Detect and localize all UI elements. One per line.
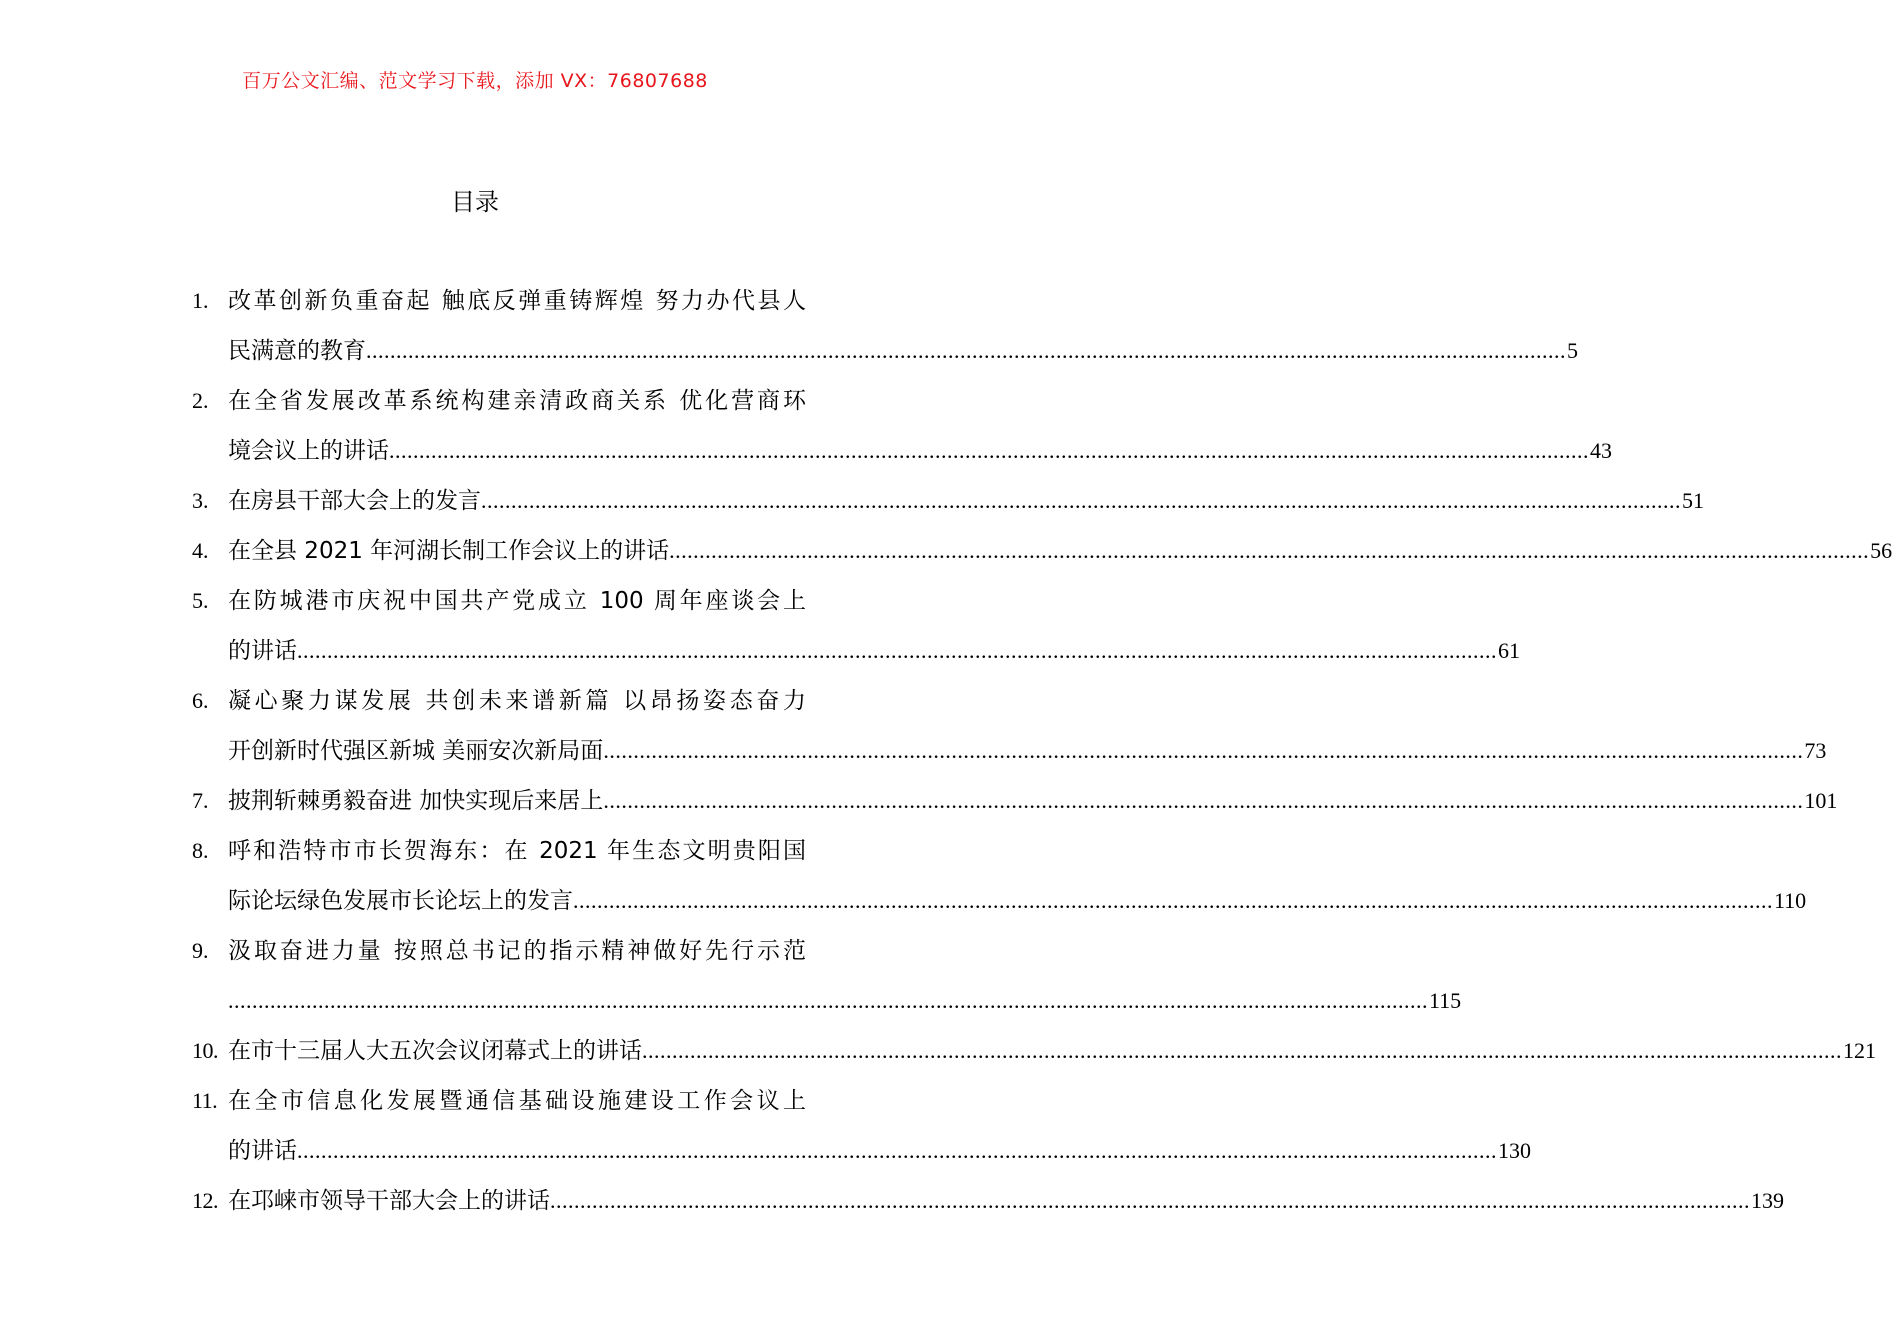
toc-entry-line [192,376,806,426]
toc-entry-number: 5. [192,588,209,613]
toc-entry-line [192,876,1807,926]
toc-entry[interactable] [192,926,1462,1026]
toc-dot-leader: ........................................................................................................................................................................................................ [297,1138,1497,1163]
toc-entry-number: 4. [192,538,209,563]
toc-entry[interactable] [192,1076,1531,1176]
toc-entry-title: 境会议上的讲话 [228,438,389,464]
toc-entry-number: 6. [192,688,209,713]
toc-entry-title: 改革创新负重奋起 触底反弹重铸辉煌 努力办代县人 [228,288,806,314]
toc-dot-leader: ........................................................................................................................................................................................................ [366,338,1566,363]
toc-entry-title: 民满意的教育 [228,338,366,364]
toc-entry-page-number: 110 [1774,888,1807,913]
toc-dot-leader: ........................................................................................................................................................................................................ [297,638,1497,663]
toc-entry[interactable] [192,826,1807,926]
toc-entry-title: 在全县 2021 年河湖长制工作会议上的讲话 [228,538,670,564]
toc-entry-page-number: 56 [1870,538,1892,563]
toc-entry-line [192,976,1462,1026]
toc-entry-line [192,626,1520,676]
toc-dot-leader: ........................................................................................................................................................................................................ [481,488,1681,513]
toc-entry-page-number: 5 [1567,338,1578,363]
toc-entry-line [192,826,806,876]
toc-entry-line [192,526,1892,576]
toc-entry-line [192,576,806,626]
toc-entry-title: 在房县干部大会上的发言 [228,488,481,514]
toc-entry-line [192,926,806,976]
toc-entry-title: 在全市信息化发展暨通信基础设施建设工作会议上 [228,1088,806,1114]
toc-entry-line [192,726,1827,776]
toc-entry[interactable] [192,276,1578,376]
toc-entry-number: 2. [192,388,209,413]
toc-entry-title: 在防城港市庆祝中国共产党成立 100 周年座谈会上 [228,588,806,614]
toc-entry-number: 10. [192,1038,218,1063]
toc-entry-title: 汲取奋进力量 按照总书记的指示精神做好先行示范 [228,938,806,964]
toc-entry[interactable] [192,776,1838,826]
toc-entry-title: 际论坛绿色发展市长论坛上的发言 [228,888,573,914]
toc-entry-title: 的讲话 [228,638,297,664]
header-watermark-note: 百万公文汇编、范文学习下载，添加 VX：76807688 [242,70,708,92]
toc-dot-leader: ........................................................................................................................................................................................................ [603,788,1804,813]
toc-entry-title: 的讲话 [228,1138,297,1164]
toc-dot-leader: ........................................................................................................................................................................................................ [642,1038,1842,1063]
toc-dot-leader: ........................................................................................................................................................................................................ [669,538,1870,563]
page-title: 目录 [451,188,499,216]
toc-entry-number: 3. [192,488,209,513]
toc-entry-number: 1. [192,288,209,313]
toc-entry-page-number: 43 [1590,438,1612,463]
toc-entry-line [192,276,806,326]
toc-entry-line [192,426,1612,476]
toc-entry-page-number: 73 [1804,738,1827,763]
toc-dot-leader: ........................................................................................................................................................................................................ [573,888,1773,913]
toc-entry-number: 9. [192,938,209,963]
toc-entry[interactable] [192,1176,1784,1226]
toc-entry-page-number: 115 [1429,988,1462,1013]
toc-entry-number: 7. [192,788,209,813]
toc-entry-title: 披荆斩棘勇毅奋进 加快实现后来居上 [228,788,604,814]
toc-entry-line [192,1176,1784,1226]
toc-entry-title: 在全省发展改革系统构建亲清政商关系 优化营商环 [228,388,806,414]
toc-entry[interactable] [192,526,1892,576]
toc-entry-line [192,776,1838,826]
toc-entry-number: 8. [192,838,209,863]
toc-entry-number: 12. [192,1188,218,1213]
toc-entry-line [192,1126,1531,1176]
toc-entry-line [192,326,1578,376]
toc-entry-page-number: 130 [1498,1138,1531,1163]
toc-dot-leader: ........................................................................................................................................................................................................ [228,988,1428,1013]
toc-entry-page-number: 61 [1498,638,1520,663]
toc-entry-page-number: 139 [1751,1188,1784,1213]
toc-entry-title: 开创新时代强区新城 美丽安次新局面 [228,738,604,764]
toc-entry-number: 11. [192,1088,218,1113]
toc-entry-page-number: 121 [1843,1038,1876,1063]
toc-entry-line [192,476,1704,526]
toc-entry[interactable] [192,376,1612,476]
toc-dot-leader: ........................................................................................................................................................................................................ [550,1188,1750,1213]
toc-entry-line [192,1026,1876,1076]
toc-dot-leader: ........................................................................................................................................................................................................ [603,738,1804,763]
toc-entry-title: 呼和浩特市市长贺海东：在 2021 年生态文明贵阳国 [228,838,806,864]
toc-entry-page-number: 51 [1682,488,1704,513]
toc-entry[interactable] [192,576,1520,676]
toc-entry[interactable] [192,676,1827,776]
toc-entry-title: 在邛崃市领导干部大会上的讲话 [228,1188,550,1214]
toc-entry-title: 凝心聚力谋发展 共创未来谱新篇 以昂扬姿态奋力 [228,688,806,714]
toc-entry-title: 在市十三届人大五次会议闭幕式上的讲话 [228,1038,642,1064]
toc-list [192,276,1892,1226]
toc-dot-leader: ........................................................................................................................................................................................................ [389,438,1589,463]
toc-entry-line [192,1076,806,1126]
toc-entry[interactable] [192,476,1704,526]
toc-entry[interactable] [192,1026,1876,1076]
toc-entry-page-number: 101 [1804,788,1838,813]
toc-entry-line [192,676,806,726]
